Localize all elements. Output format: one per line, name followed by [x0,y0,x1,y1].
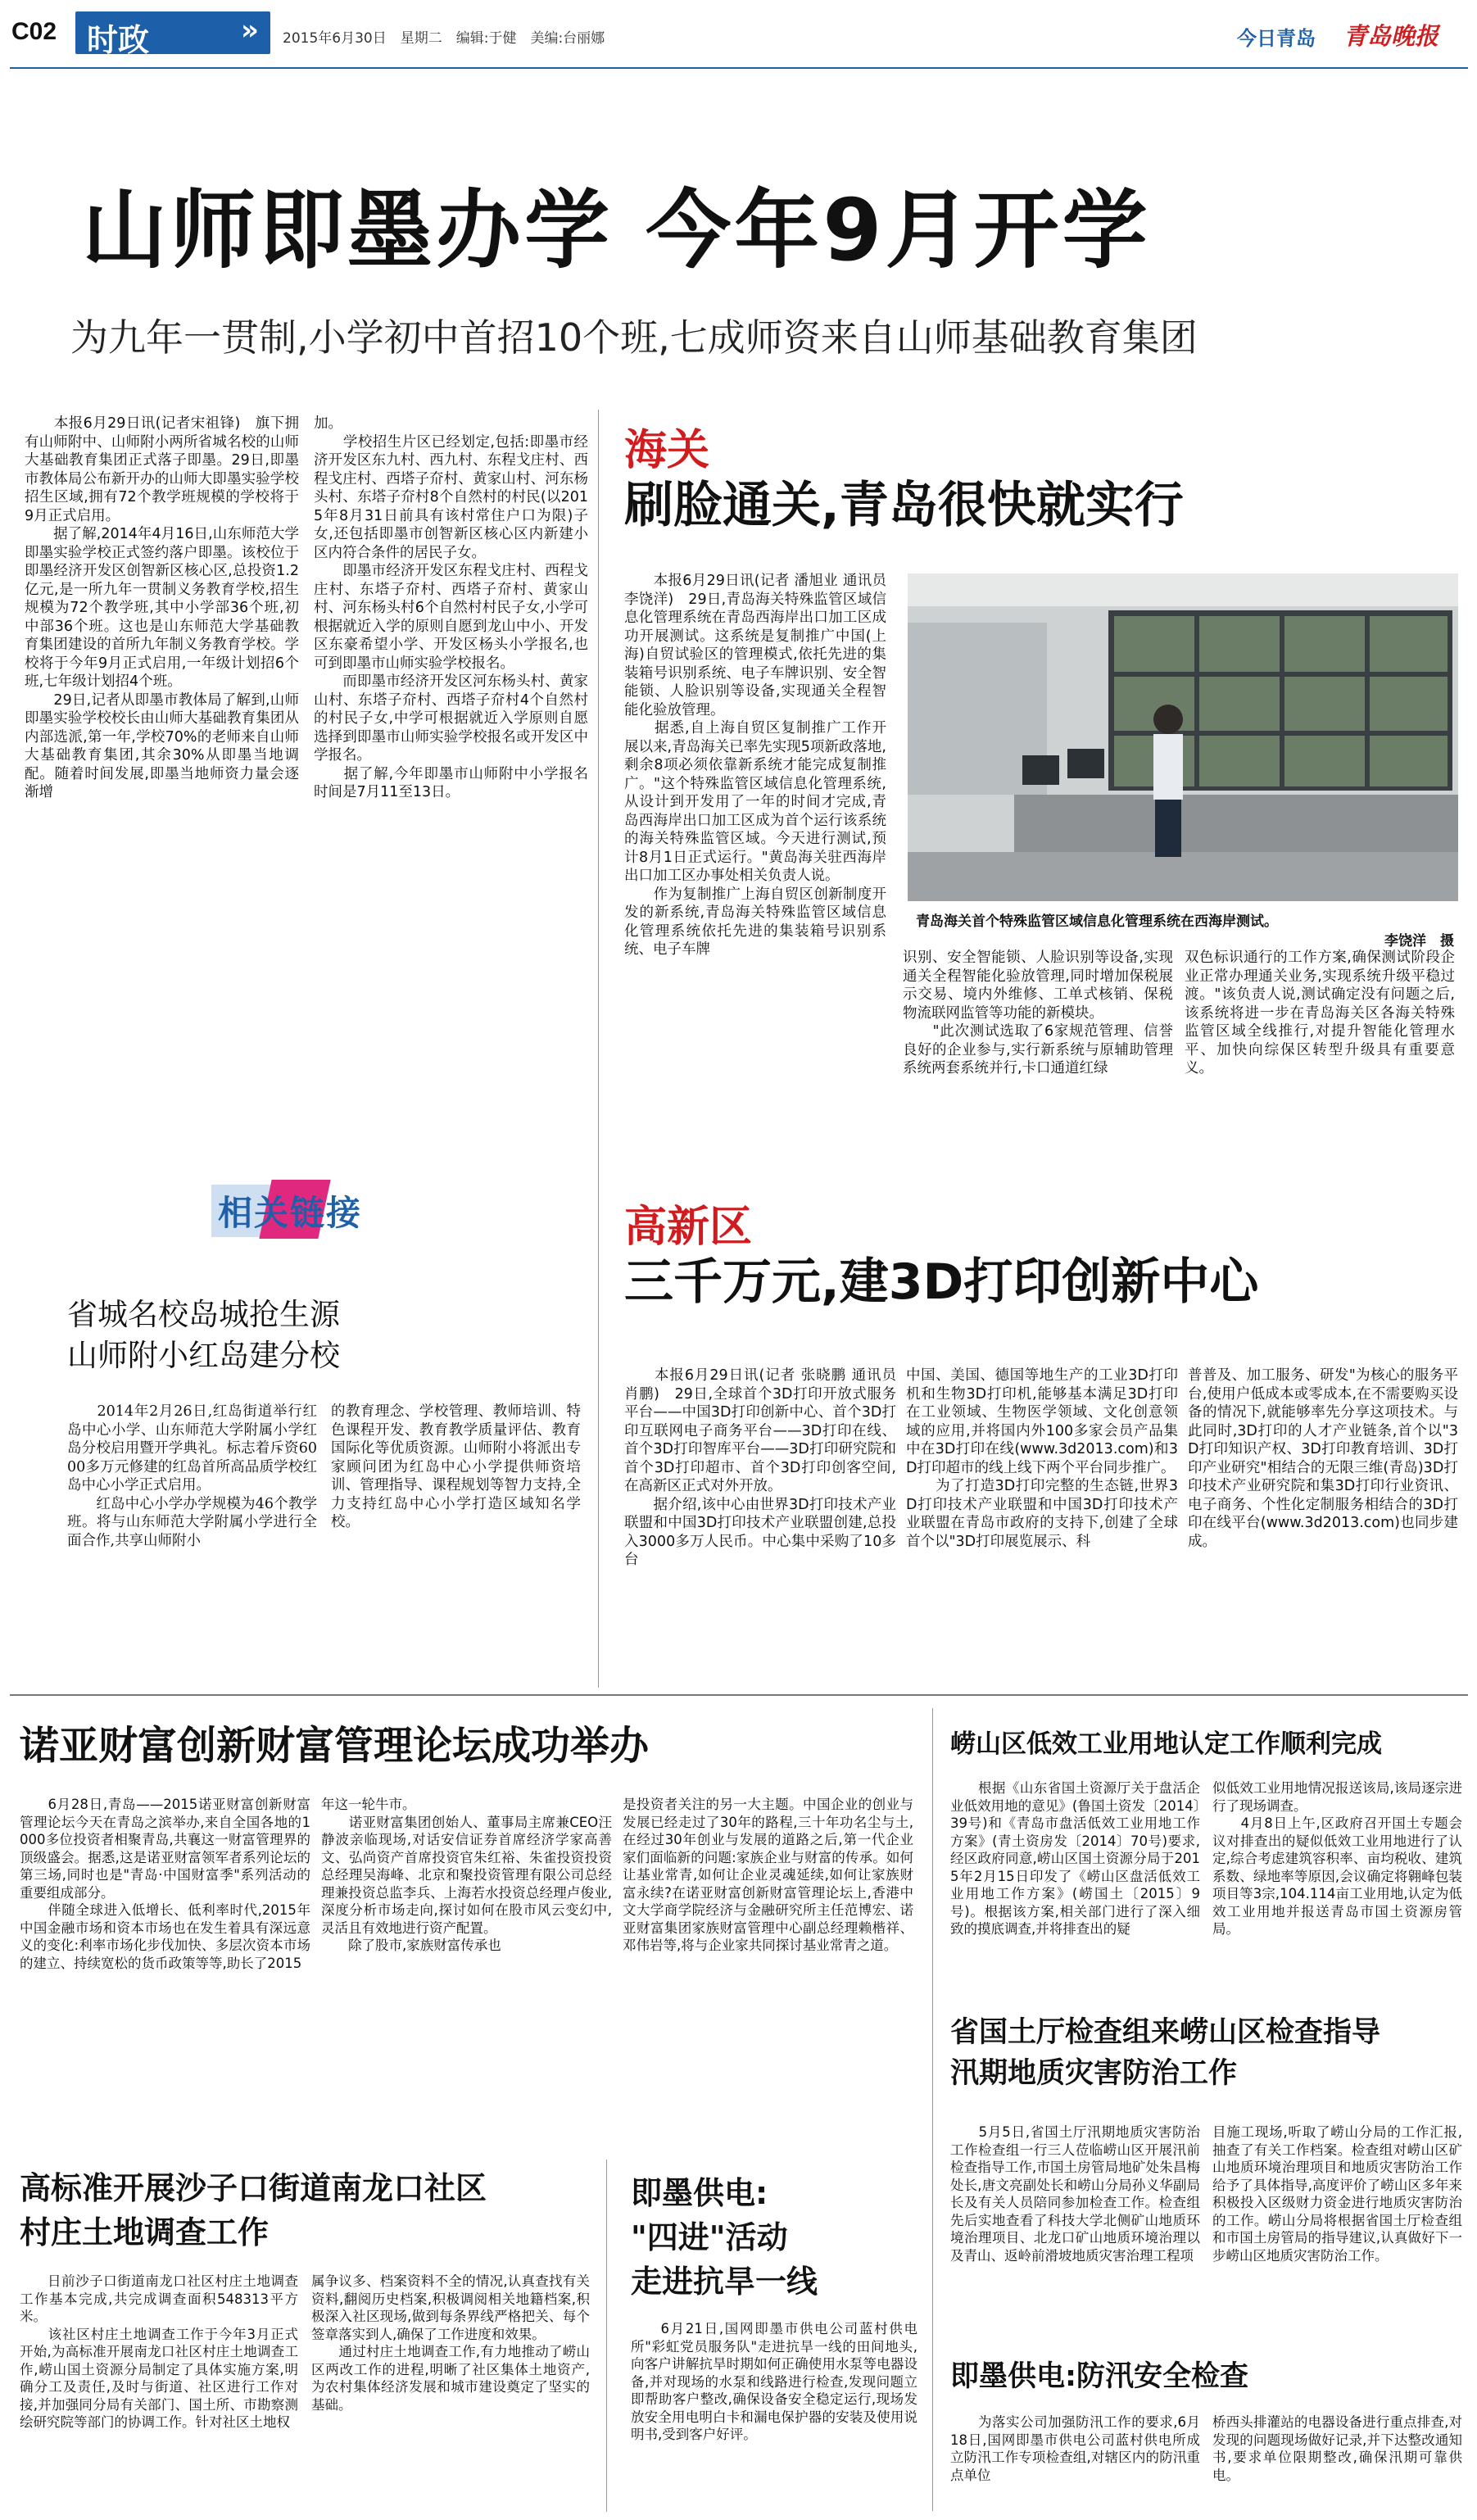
lead-headline: 山师即墨办学 今年9月开学 [82,180,1151,280]
control-room-image [908,573,1458,901]
related-headline: 省城名校岛城抢生源 山师附小红岛建分校 [67,1297,340,1373]
hightech-body-col3: 普普及、加工服务、研发"为核心的服务平台,使用户低成本或零成本,在不需要购买设备的情况下,就能够率先分享这项技术。与此同时,3D打印的人才产业链条,首个以"3D打印知识产权、3D打印教育培训、3D打印产业研究"相结合的无限三维(青岛)3D打印技术产业研究院和集3D打印行业资讯、电子商务、个性化定制服务相结合的3D打印在线平台(www.3d2013.com)也同步建成。 [1188,1367,1458,1550]
hightech-body-col1: 本报6月29日讯(记者 张晓鹏 通讯员 肖鹏) 29日,全球首个3D打印开放式服务平台——中国3D打印创新中心、首个3D打印互联网电子商务平台——3D打印在线、首个3D打印智库平台——3D打印研究院和首个3D打印超市、首个3D打印创客空间,在高新区正式对外开放。 据介绍,该中心由世界3D打印技术产业联盟和中国3D打印技术产业联盟创建,总投入3000多万人民币。中心集中采购了10多台 [624,1367,896,1568]
nanlongkou-body-col1: 日前沙子口街道南龙口社区村庄土地调查工作基本完成,共完成调查面积548313平方米。 该社区村庄土地调查工作于今年3月正式开始,为高标准开展南龙口社区村庄土地调查工作,崂山国土资源分局制定了具体实施方案,明确分工及责任,及时与街道、社区进行工作对接,并加强同分局有关部门、国土所、市勘察测绘研究院等部门的协调工作。针对社区土地权 [20,2273,298,2430]
forum-body-col3: 是投资者关注的另一大主题。中国企业的创业与发展已经走过了30年的路程,三十年功名尘与土,在经过30年创业与发展的道路之后,第一代企业家们面临新的问题:家族企业与财富的传承。如何让基业常青,如何让企业灵魂延续,如何让家族财富永续?在诺亚财富创新财富管理论坛上,香港中文大学商学院经济与金融研究所主任范博宏、诺亚财富集团家族财富管理中心副总经理赖楷祥、邓伟岩等,将与企业家共同探讨基业常青之道。 [623,1797,913,1953]
laoshan-body-col1: 根据《山东省国土资源厅关于盘活企业低效用地的意见》(鲁国土资发〔2014〕39号)和《青岛市盘活低效工业用地工作方案》(青土资房发〔2014〕70号)要求,经区政府同意,崂山区国土资源分局于2015年2月15日印发了《崂山区盘活低效工业用地工作方案》(崂国土〔2015〕9号)。根据该方案,相关部门进行了深入细致的摸底调查,并将排查出的疑 [950,1780,1200,1937]
laoshan-body-col2: 似低效工业用地情况报送该局,该局逐宗进行了现场调查。 4月8日上午,区政府召开国土专题会议对排查出的疑似低效工业用地进行了认定,综合考虑建筑容积率、亩均税收、建筑系数、绿地率等原因,会议确定将翱峰包装项目等3宗,104.114亩工业用地,认定为低效工业用地并报送青岛市国土资源房管局。 [1212,1780,1462,1937]
edition-label: 今日青岛 [1237,27,1316,50]
jimo-activity-headline: 即墨供电: "四进"活动 走进抗旱一线 [631,2175,818,2300]
inspection-body-col1: 5月5日,省国土厅汛期地质灾害防治工作检查组一行三人莅临崂山区开展汛前检查指导工作,市国土房管局地矿处朱昌梅处长,唐文亮副处长和崂山分局孙义华副局长及有关人员陪同参加检查工作。检查组先后实地查看了科技大学北侧矿山地质环境治理项目、北龙口矿山地质环境治理以及青山、返岭前滑坡地质灾害治理工程项 [950,2124,1200,2264]
jimo-flood-body-col2: 桥西头排灌站的电器设备进行重点排查,对发现的问题现场做好记录,并下达整改通知书,要求单位限期整改,确保汛期可靠供电。 [1212,2414,1462,2483]
header-rule [10,67,1468,69]
customs-label: 海关 [624,426,710,475]
customs-headline: 刷脸通关,青岛很快就实行 [624,477,1184,534]
related-body-col1: 2014年2月26日,红岛街道举行红岛中心小学、山东师范大学附属小学红岛分校启用暨开学典礼。标志着斥资6000多万元修建的红岛首所高品质学校红岛中心小学正式启用。 红岛中心小学办学规模为46个教学班。将与山东师范大学附属小学进行全面合作,共享山师附小 [67,1403,317,1549]
page-number: C02 [11,18,57,45]
dateline: 2015年6月30日 星期二 编辑:于健 美编:台丽娜 [283,30,605,47]
photo-caption: 青岛海关首个特殊监管区域信息化管理系统在西海岸测试。 [916,913,1278,930]
forum-body-col1: 6月28日,青岛——2015诺亚财富创新财富管理论坛今天在青岛之滨举办,来自全国各地的1000多位投资者相聚青岛,共襄这一财富管理界的顶级盛会。据悉,这是诺亚财富领军者系列论坛的第三场,同时也是"青岛·中国财富季"系列活动的重要组成部分。 伴随全球进入低增长、低利率时代,2015年中国金融市场和资本市场也在发生着具有深远意义的变化:利率市场化步伐加快、多层次资本市场的建立、持续宽松的货币政策等等,助长了2015 [20,1797,310,1971]
laoshan-headline: 崂山区低效工业用地认定工作顺利完成 [950,1729,1382,1759]
customs-body-col1: 本报6月29日讯(记者 潘旭业 通讯员 李饶洋) 29日,青岛海关特殊监管区域信息化管理系统在青岛西海岸出口加工区成功开展测试。这系统是复制推广中国(上海)自贸试验区的管理模式,依托先进的集装箱号识别系统、电子车牌识别、安全智能锁、人脸识别等设备,实现通关全程智能化验放管理。 据悉,自上海自贸区复制推广工作开展以来,青岛海关已率先实现5项新政落地,剩余8项必须依靠新系统才能完成复制推广。"这个特殊监管区域信息化管理系统,从设计到开发用了一年的时间才完成,青岛西海岸出口加工区成为首个运行该系统的海关特殊监管区域。今天进行测试,预计8月1日正式运行。"黄岛海关驻西海岸出口加工区办事处相关负责人说。 作为复制推广上海自贸区创新制度开发的新系统,青岛海关特殊监管区域信息化管理系统依托先进的集装箱号识别系统、电子车牌 [624,573,886,958]
section-name: 时政 [87,22,150,58]
forum-headline: 诺亚财富创新财富管理论坛成功举办 [20,1723,650,1769]
lead-subheadline: 为九年一贯制,小学初中首招10个班,七成师资来自山师基础教育集团 [70,315,1198,360]
lead-body-col2: 加。 学校招生片区已经划定,包括:即墨市经济开发区东九村、西九村、东程戈庄村、西程戈庄村、西塔子夼村、黄家山村、河东杨头村、东塔子夼村8个自然村的村民(以2015年8月31日前具有该村常住户口为限)子女,还包括即墨市创智新区核心区内新建小区内符合条件的居民子女。 即墨市经济开发区东程戈庄村、西程戈庄村、东塔子夼村、西塔子夼村、黄家山村、河东杨头村6个自然村村民子女,小学可根据就近入学的原则自愿到龙山中小、开发区东豪希望小学、开发区杨头小学报名,也可到即墨市山师实验学校报名。 而即墨市经济开发区河东杨头村、黄家山村、东塔子夼村、西塔子夼村4个自然村的村民子女,中学可根据就近入学原则自愿选择到即墨市山师实验学校报名或开发区中学报名。 据了解,今年即墨市山师附中小学报名时间是7月11至13日。 [314,415,588,800]
related-link-logo [211,1180,408,1245]
nanlongkou-headline: 高标准开展沙子口街道南龙口社区 村庄土地调查工作 [20,2170,487,2250]
jimo-flood-headline: 即墨供电:防汛安全检查 [950,2360,1248,2393]
column-divider-right [932,1708,933,2511]
nanlongkou-body-col2: 属争议多、档案资料不全的情况,认真查找有关资料,翻阅历史档案,积极调阅相关地籍档案,积极深入社区现场,做到每条界线严格把关、每个签章落实到人,确保了工作进度和效果。 通过村庄土地调查工作,有力地推动了崂山区两改工作的进程,明晰了社区集体土地资产,为农村集体经济发展和城市建设奠定了坚实的基础。 [311,2273,590,2413]
section-tab [75,11,270,58]
hightech-headline: 三千万元,建3D打印创新中心 [624,1253,1259,1311]
column-divider [598,410,599,1688]
lead-body-col1: 本报6月29日讯(记者宋祖锋) 旗下拥有山师附中、山师附小两所省城名校的山师大基础教育集团正式落子即墨。29日,即墨市教体局公布新开办的山师大即墨实验学校招生区域,拥有72个教学班规模的学校将于9月正式启用。 据了解,2014年4月16日,山东师范大学即墨实验学校正式签约落户即墨。该校位于即墨经济开发区创智新区核心区,总投资1.2亿元,是一所九年一贯制义务教育学校,招生规模为72个教学班,其中小学部36个班,初中部36个班。这也是山东师范大学基础教育集团建设的首所九年制义务教育学校。学校将于今年9月正式启用,一年级计划招6个班,七年级计划招4个班。 29日,记者从即墨市教体局了解到,山师即墨实验学校校长由山师大基础教育集团从内部选派,第一年,学校70%的老师来自山师大基础教育集团,其余30%从即墨当地调配。随着时间发展,即墨当地师资力量会逐渐增 [25,415,299,800]
inspection-body-col2: 目施工现场,听取了崂山分局的工作汇报,抽查了有关工作档案。检查组对崂山区矿山地质环境治理项目和地质灾害防治工作给予了具体指导,高度评价了崂山区多年来积极投入区级财力资金进行地质灾害防治的工作。崂山分局将根据省国土厅检查组和市国土房管局的指导建议,认真做好下一步崂山区地质灾害防治工作。 [1212,2124,1462,2264]
customs-body-col2: 识别、安全智能锁、人脸识别等设备,实现通关全程智能化验放管理,同时增加保税展示交易、境内外维修、工单式核销、保税物流联网监管等功能的新模块。 "此次测试选取了6家规范管理、信誉良好的企业参与,实行新系统与原辅助管理系统两套系统并行,卡口通道红绿 [903,950,1173,1076]
customs-photo [908,573,1458,901]
jimo-activity-body: 6月21日,国网即墨市供电公司蓝村供电所"彩虹党员服务队"走进抗旱一线的田间地头,向客户讲解抗旱时期如何正确使用水泵等电器设备,并对现场的水泵和线路进行检查,发现问题立即帮助客户整改,确保设备安全稳定运行,现场发放安全用电明白卡和漏电保护器的安装及使用说明书,受到客户好评。 [631,2321,917,2442]
chevron-right-icon: » [241,14,259,47]
section-divider [10,1694,1468,1696]
forum-body-col2: 年这一轮牛市。 诺亚财富集团创始人、董事局主席兼CEO汪静波亲临现场,对话安信证券首席经济学家高善文、弘尚资产首席投资官朱红裕、朱雀投资投资总经理吴海峰、北京和聚投资管理有限公司总经理兼投资总监李兵、上海若水投资总经理卢俊业,深度分析市场走向,探讨如何在股市风云变幻中,灵活且有效地进行资产配置。 除了股市,家族财富传承也 [321,1797,612,1953]
hightech-body-col2: 中国、美国、德国等地生产的工业3D打印机和生物3D打印机,能够基本满足3D打印在工业领域、生物医学领域、文化创意领域的应用,并将国内外100多家会员产品集中在3D打印在线(www.3d2013.com)和3D打印超市的线上线下两个平台同步推广。 为了打造3D打印完整的生态链,世界3D打印技术产业联盟和中国3D打印技术产业联盟在青岛市政府的支持下,创建了全球首个以"3D打印展览展示、科 [906,1367,1178,1550]
column-divider-mid [606,2160,607,2512]
page-header [0,0,1477,78]
paper-logo: 青岛晚报 [1343,22,1439,50]
customs-body-col3: 双色标识通行的工作方案,确保测试阶段企业正常办理通关业务,实现系统升级平稳过渡。"该负责人说,测试确定没有问题之后,该系统将进一步在青岛海关区各海关特殊监管区域全线推行,对提升智能化管理水平、加快向综保区转型升级具有重要意义。 [1185,950,1455,1076]
jimo-flood-body-col1: 为落实公司加强防汛工作的要求,6月18日,国网即墨市供电公司蓝村供电所成立防汛工作专项检查组,对辖区内的防汛重点单位 [950,2414,1200,2483]
photo-credit: 李饶洋 摄 [1384,933,1454,950]
hightech-label: 高新区 [624,1203,753,1252]
inspection-headline: 省国土厅检查组来崂山区检查指导 汛期地质灾害防治工作 [950,2016,1381,2090]
related-body-col2: 的教育理念、学校管理、教师培训、特色课程开发、教育教学质量评估、教育国际化等优质资源。山师附小将派出专家顾问团为红岛中心小学提供师资培训、管理指导、课程规划等智力支持,全力支持红岛中心小学打造区域知名学校。 [331,1403,581,1530]
related-link-text: 相关链接 [218,1193,363,1233]
